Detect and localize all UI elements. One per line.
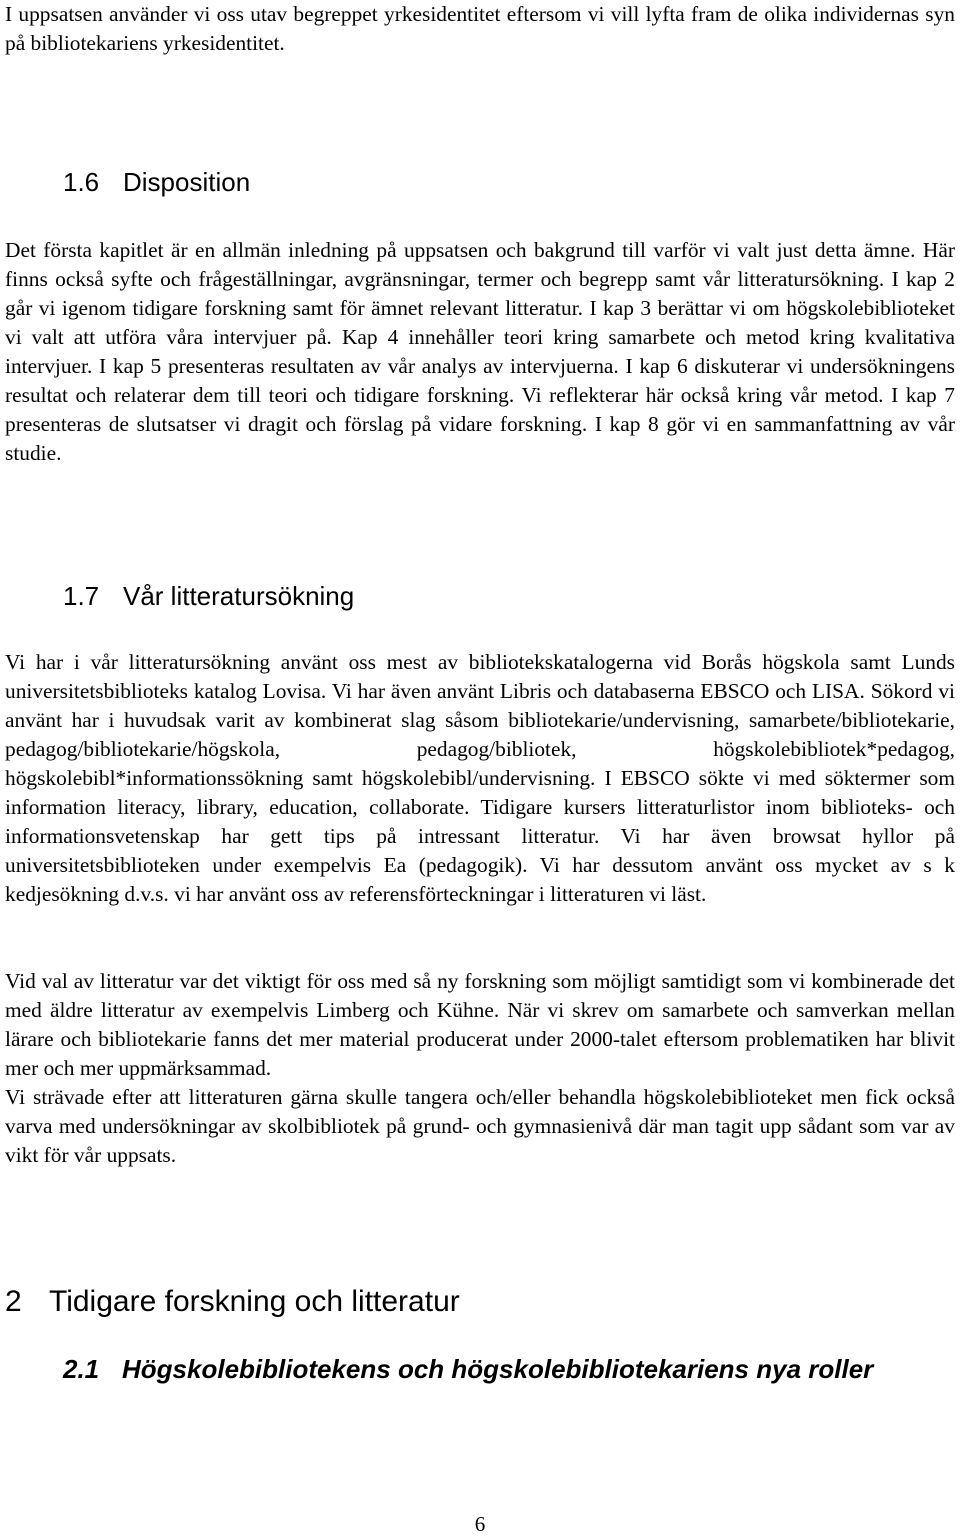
intro-paragraph: I uppsatsen använder vi oss utav begreppet yrkesidentitet eftersom vi vill lyfta fram de olika individernas syn på bibliotekariens yrkesidentitet. — [5, 2, 955, 55]
section-title: Disposition — [123, 167, 251, 197]
disposition-paragraph: Det första kapitlet är en allmän inledning på uppsatsen och bakgrund till varför vi valt just detta ämne. Här finns också syfte och frågeställningar, avgränsningar, termer och begrepp samt vår litteratursökning. I kap 2 går vi igenom tidigare forskning samt för ämnet relevant litteratur. I kap 3 berättar vi om högskolebiblioteket vi valt att utföra våra intervjuer på. Kap 4 innehåller teori kring samarbete och metod kring kvalitativa intervjuer. I kap 5 presenteras resultaten av vår analys av intervjuerna. I kap 6 diskuterar vi undersökningens resultat och relaterar dem till teori och tidigare forskning. Vi reflekterar här också kring vår metod. I kap 7 presenteras de slutsatser vi dragit och förslag på vidare forskning. I kap 8 gör vi en sammanfattning av vår studie. — [5, 238, 955, 465]
chapter-title: Tidigare forskning och litteratur — [49, 1285, 460, 1318]
section-heading-2-1 — [0, 1353, 960, 1423]
chapter-heading-2 — [5, 1284, 460, 1320]
litteratursokning-paragraph-2: Vid val av litteratur var det viktigt för oss med så ny forskning som möjligt samtidigt som vi kombinerade det med äldre litteratur av exempelvis Limberg och Kühne. När vi skrev om samarbete och samverkan mellan lärare och bibliotekarie fanns det mer material producerat under 2000-talet eftersom problematiken har blivit mer och mer uppmärksammad. Vi strävade efter att litteraturen gärna skulle tangera och/eller behandla högskolebiblioteket men fick också varva med undersökningar av skolbibliotek på grund- och gymnasienivå där man tagit upp sådant som var av vikt för vår uppsats. — [5, 969, 955, 1167]
section-number: 1.7 — [63, 581, 100, 611]
section-number: 1.6 — [63, 167, 100, 197]
section-number: 2.1 — [63, 1354, 100, 1384]
section-heading-1-6 — [63, 166, 250, 198]
chapter-number: 2 — [5, 1285, 22, 1318]
section-title: Högskolebibliotekens och högskolebibliotekariens nya roller — [122, 1354, 874, 1384]
page-number: 6 — [474, 1512, 486, 1536]
litteratursokning-paragraph-1: Vi har i vår litteratursökning använt oss mest av bibliotekskatalogerna vid Borås högskola samt Lunds universitetsbiblioteks katalog Lovisa. Vi har även använt Libris och databaserna EBSCO och LISA. Sökord vi använt har i huvudsak varit av kombinerat slag såsom bibliotekarie/undervisning, samarbete/bibliotekarie, pedagog/bibliotekarie/högskola, pedagog/bibliotek, högskolebibliotek*pedagog, högskolebibl*informationssökning samt högskolebibl/undervisning. I EBSCO sökte vi med söktermer som information literacy, library, education, collaborate. Tidigare kursers litteraturlistor inom biblioteks- och informationsvetenskap har gett tips på intressant litteratur. Vi har även browsat hyllor på universitetsbiblioteken under exempelvis Ea (pedagogik). Vi har dessutom använt oss mycket av s k kedjesökning d.v.s. vi har använt oss av referensförteckningar i litteraturen vi läst. — [5, 650, 955, 906]
section-heading-1-7 — [63, 580, 354, 612]
section-title: Vår litteratursökning — [123, 581, 355, 611]
